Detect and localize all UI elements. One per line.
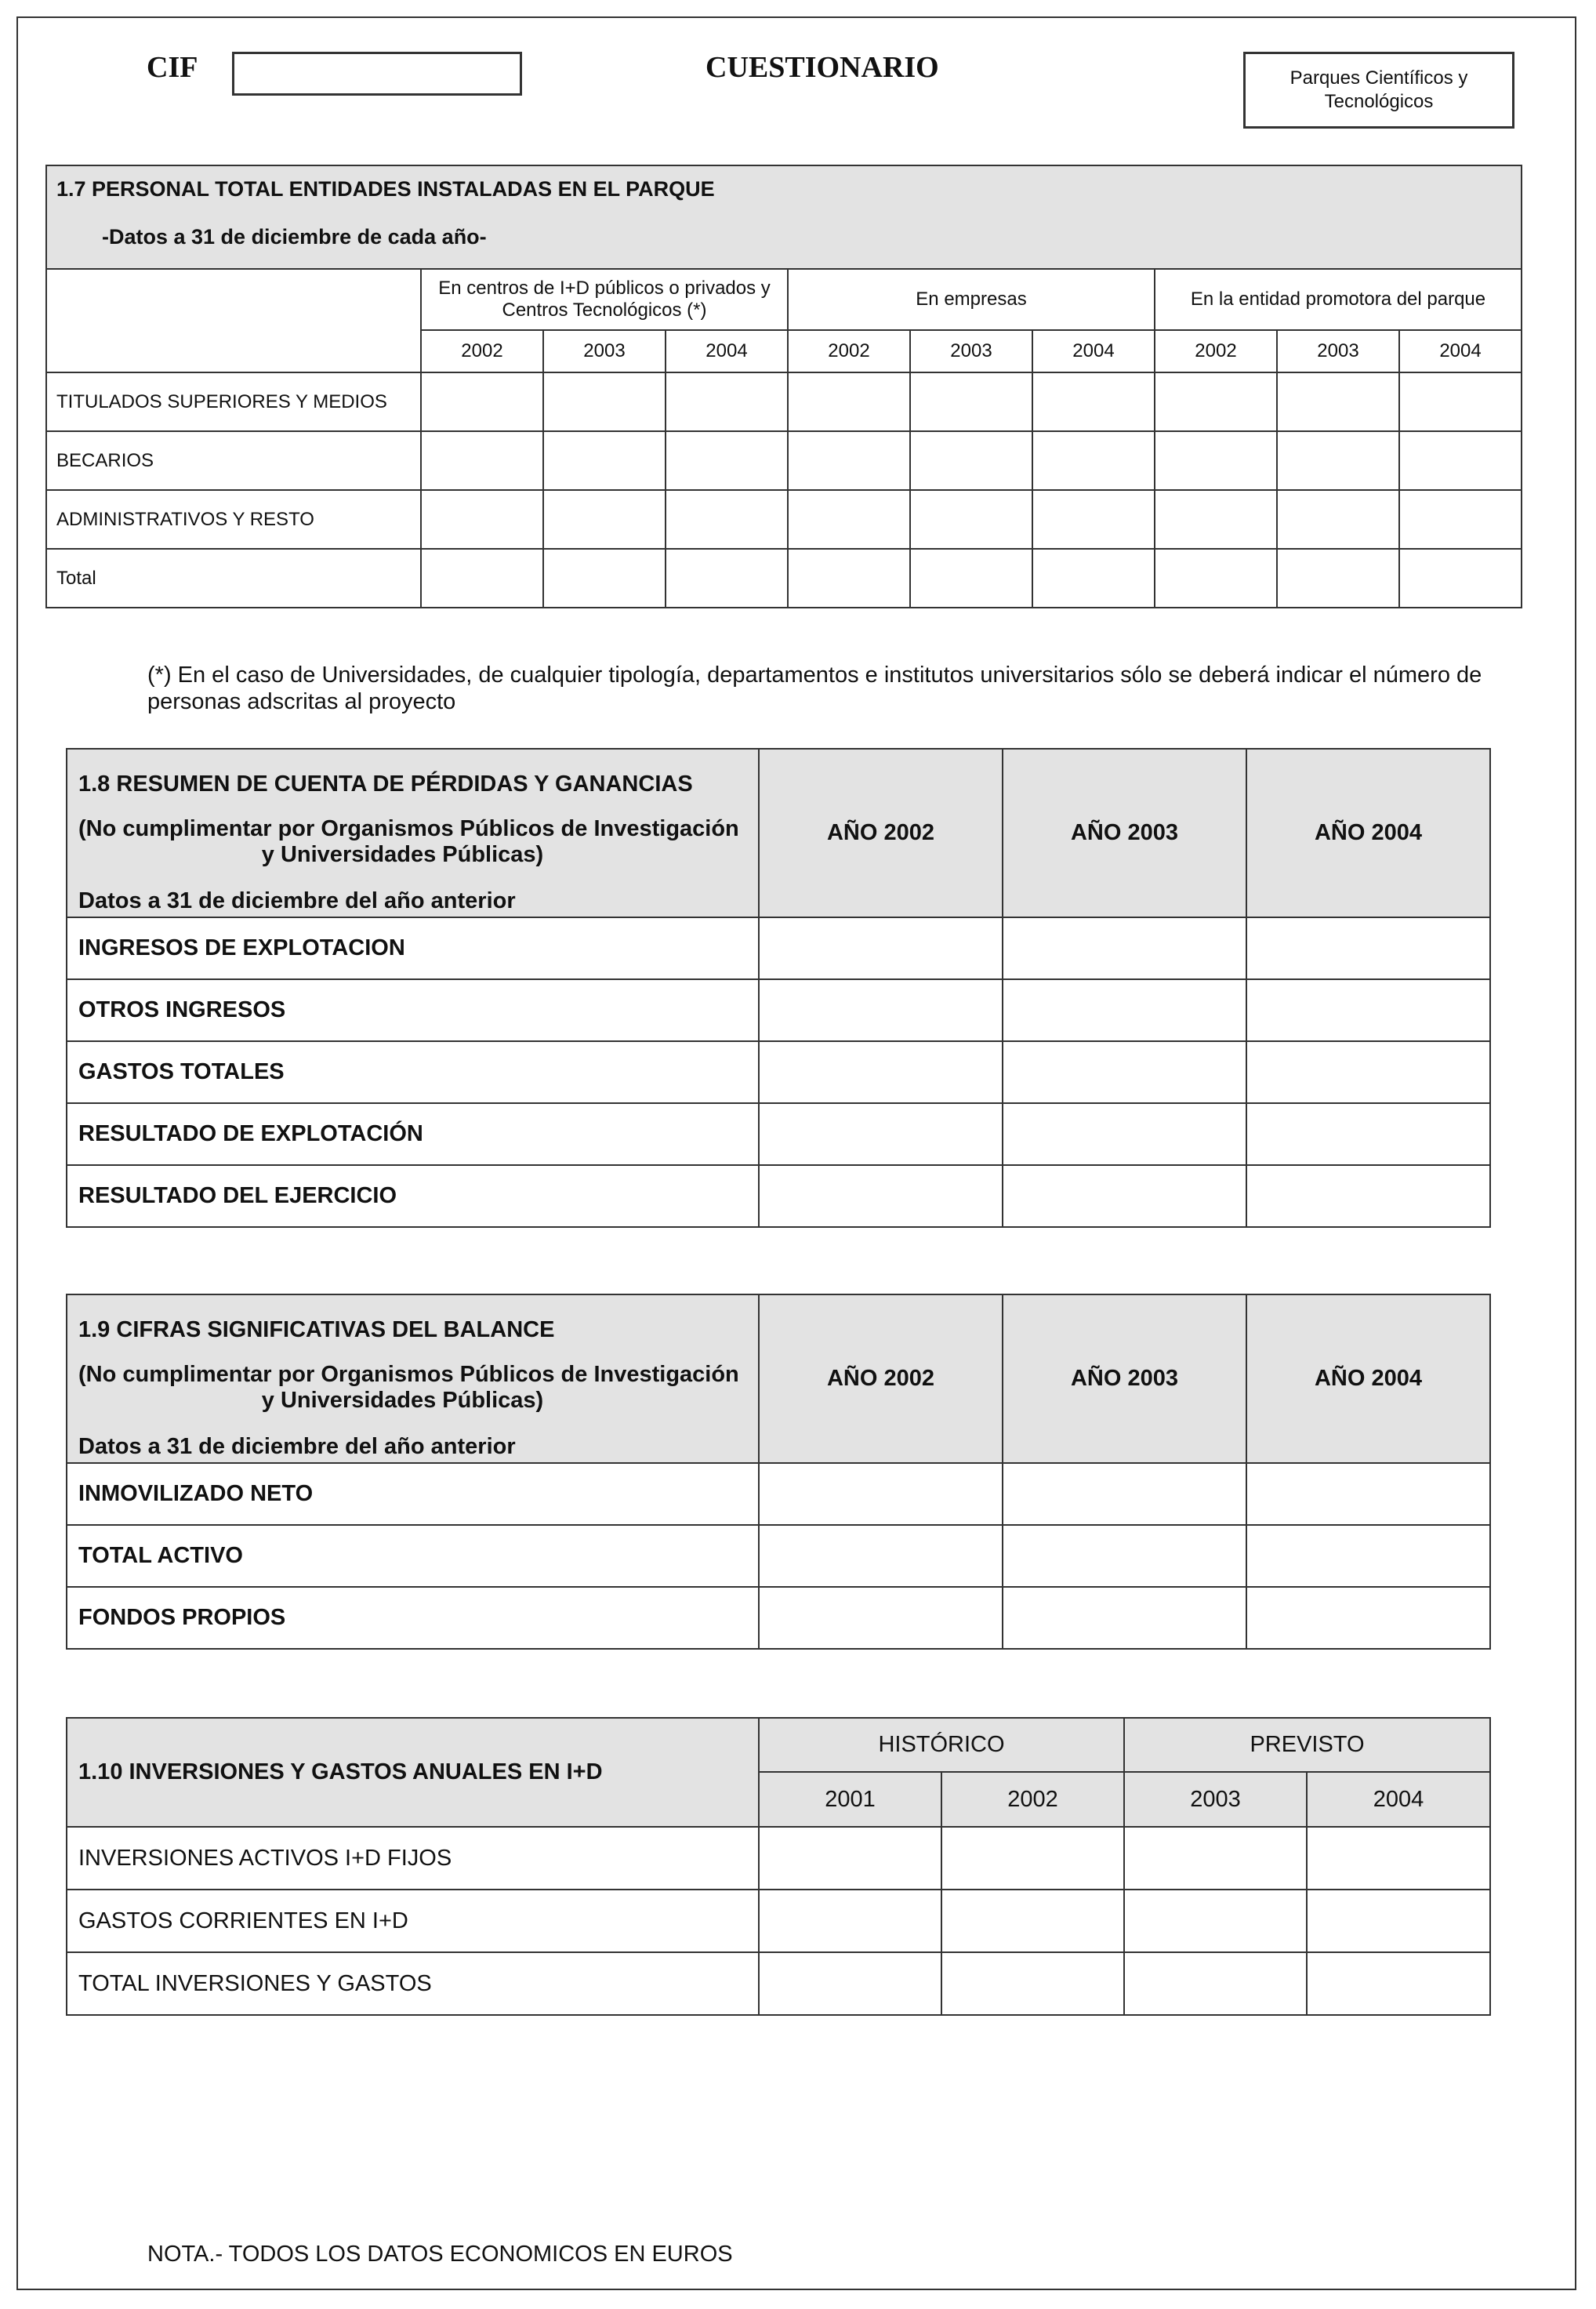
year-header: 2002	[1155, 330, 1277, 372]
table-row	[46, 431, 1522, 490]
section-18-title: 1.8 RESUMEN DE CUENTA DE PÉRDIDAS Y GANANCIAS	[78, 771, 693, 797]
section-18-note: (No cumplimentar por Organismos Públicos de Investigación	[78, 816, 739, 841]
input-cell[interactable]	[543, 549, 666, 608]
table-row	[67, 1827, 1490, 1890]
section-17-header	[46, 165, 1522, 269]
input-cell[interactable]	[1246, 1041, 1490, 1103]
group-header-centros: En centros de I+D públicos o privados y Centros Tecnológicos (*)	[421, 269, 788, 330]
category-box: Parques Científicos y Tecnológicos	[1243, 52, 1514, 129]
row-label: GASTOS TOTALES	[67, 1041, 759, 1103]
input-cell[interactable]	[1003, 1103, 1246, 1165]
input-cell[interactable]	[1003, 1041, 1246, 1103]
page-title: CUESTIONARIO	[706, 51, 939, 84]
year-header: 2003	[543, 330, 666, 372]
footnote: (*) En el caso de Universidades, de cualquier tipología, departamentos e institutos universitarios sólo se deberá indicar el número de personas adscritas al proyecto	[147, 663, 1482, 714]
input-cell[interactable]	[941, 1827, 1124, 1890]
year-header: 2004	[1399, 330, 1522, 372]
input-cell[interactable]	[1003, 1165, 1246, 1227]
input-cell[interactable]	[1246, 1165, 1490, 1227]
year-header: 2004	[1032, 330, 1155, 372]
input-cell[interactable]	[543, 490, 666, 549]
input-cell[interactable]	[1032, 490, 1155, 549]
table-row	[46, 372, 1522, 431]
year-header: 2001	[759, 1772, 941, 1827]
input-cell[interactable]	[666, 431, 788, 490]
input-cell[interactable]	[788, 431, 910, 490]
input-cell[interactable]	[1307, 1952, 1490, 2015]
row-label: TITULADOS SUPERIORES Y MEDIOS	[46, 372, 421, 431]
row-label: OTROS INGRESOS	[67, 979, 759, 1041]
section-18-date-note: Datos a 31 de diciembre del año anterior	[78, 888, 516, 913]
input-cell[interactable]	[666, 490, 788, 549]
section-17-title: 1.7 PERSONAL TOTAL ENTIDADES INSTALADAS EN EL PARQUE	[56, 177, 715, 201]
year-header: 2002	[421, 330, 543, 372]
input-cell[interactable]	[941, 1952, 1124, 2015]
year-header: 2003	[910, 330, 1032, 372]
input-cell[interactable]	[421, 490, 543, 549]
year-header: 2003	[1124, 1772, 1307, 1827]
input-cell[interactable]	[759, 1952, 941, 2015]
input-cell[interactable]	[1124, 1890, 1307, 1952]
row-label: INMOVILIZADO NETO	[67, 1463, 759, 1525]
input-cell[interactable]	[1277, 431, 1399, 490]
table-row	[67, 917, 1490, 979]
input-cell[interactable]	[788, 372, 910, 431]
input-cell[interactable]	[1246, 1587, 1490, 1649]
year-header: AÑO 2004	[1246, 749, 1490, 917]
input-cell[interactable]	[1124, 1827, 1307, 1890]
row-label: Total	[46, 549, 421, 608]
input-cell[interactable]	[1003, 917, 1246, 979]
row-label: RESULTADO DE EXPLOTACIÓN	[67, 1103, 759, 1165]
input-cell[interactable]	[910, 431, 1032, 490]
input-cell[interactable]	[1032, 372, 1155, 431]
input-cell[interactable]	[666, 549, 788, 608]
input-cell[interactable]	[543, 372, 666, 431]
input-cell[interactable]	[910, 490, 1032, 549]
group-header-historico: HISTÓRICO	[759, 1718, 1124, 1772]
table-row	[67, 1103, 1490, 1165]
input-cell[interactable]	[666, 372, 788, 431]
year-header: AÑO 2003	[1003, 749, 1246, 917]
input-cell[interactable]	[1003, 979, 1246, 1041]
table-row	[67, 1890, 1490, 1952]
year-header: AÑO 2004	[1246, 1294, 1490, 1463]
input-cell[interactable]	[759, 1463, 1003, 1525]
table-balance	[66, 1294, 1491, 1650]
input-cell[interactable]	[1246, 1525, 1490, 1587]
year-header: 2004	[666, 330, 788, 372]
year-header: AÑO 2003	[1003, 1294, 1246, 1463]
table-row	[67, 1165, 1490, 1227]
section-17-subtitle: -Datos a 31 de diciembre de cada año-	[102, 225, 487, 249]
input-cell[interactable]	[1277, 490, 1399, 549]
row-label: GASTOS CORRIENTES EN I+D	[67, 1890, 759, 1952]
row-label: BECARIOS	[46, 431, 421, 490]
table-row	[67, 1463, 1490, 1525]
table-row	[46, 490, 1522, 549]
row-label: FONDOS PROPIOS	[67, 1587, 759, 1649]
row-label: INVERSIONES ACTIVOS I+D FIJOS	[67, 1827, 759, 1890]
section-19-title: 1.9 CIFRAS SIGNIFICATIVAS DEL BALANCE	[78, 1317, 555, 1342]
input-cell[interactable]	[1246, 917, 1490, 979]
table-corner-cell	[46, 269, 421, 372]
input-cell[interactable]	[1124, 1952, 1307, 2015]
table-row	[67, 1041, 1490, 1103]
input-cell[interactable]	[1003, 1587, 1246, 1649]
table-row	[67, 1587, 1490, 1649]
input-cell[interactable]	[421, 549, 543, 608]
input-cell[interactable]	[759, 1041, 1003, 1103]
section-110-title: 1.10 INVERSIONES Y GASTOS ANUALES EN I+D	[67, 1718, 759, 1827]
input-cell[interactable]	[1032, 431, 1155, 490]
input-cell[interactable]	[1155, 490, 1277, 549]
section-18-note-2: y Universidades Públicas)	[261, 842, 544, 867]
table-row	[46, 549, 1522, 608]
year-header: 2002	[788, 330, 910, 372]
table-personal-total	[45, 165, 1522, 608]
row-label: RESULTADO DEL EJERCICIO	[67, 1165, 759, 1227]
input-cell[interactable]	[910, 549, 1032, 608]
input-cell[interactable]	[1277, 372, 1399, 431]
row-label: TOTAL ACTIVO	[67, 1525, 759, 1587]
group-header-entidad-promotora: En la entidad promotora del parque	[1155, 269, 1522, 330]
cif-label: CIF	[147, 51, 198, 84]
input-cell[interactable]	[421, 372, 543, 431]
input-cell[interactable]	[1399, 372, 1522, 431]
input-cell[interactable]	[759, 1525, 1003, 1587]
input-cell[interactable]	[759, 1890, 941, 1952]
table-row	[67, 979, 1490, 1041]
input-cell[interactable]	[788, 549, 910, 608]
input-cell[interactable]	[1307, 1890, 1490, 1952]
input-cell[interactable]	[1155, 549, 1277, 608]
year-header: AÑO 2002	[759, 749, 1003, 917]
table-row	[67, 1952, 1490, 2015]
year-header: 2002	[941, 1772, 1124, 1827]
row-label: INGRESOS DE EXPLOTACION	[67, 917, 759, 979]
input-cell[interactable]	[1003, 1525, 1246, 1587]
section-18-header	[67, 749, 759, 917]
input-cell[interactable]	[759, 1587, 1003, 1649]
input-cell[interactable]	[1003, 1463, 1246, 1525]
input-cell[interactable]	[759, 1165, 1003, 1227]
input-cell[interactable]	[1399, 490, 1522, 549]
input-cell[interactable]	[759, 917, 1003, 979]
input-cell[interactable]	[910, 372, 1032, 431]
input-cell[interactable]	[941, 1890, 1124, 1952]
year-header: 2003	[1277, 330, 1399, 372]
input-cell[interactable]	[759, 1103, 1003, 1165]
input-cell[interactable]	[1399, 431, 1522, 490]
cif-input[interactable]	[232, 52, 522, 96]
input-cell[interactable]	[1307, 1827, 1490, 1890]
table-perdidas-ganancias	[66, 748, 1491, 1228]
section-19-note: (No cumplimentar por Organismos Públicos de Investigación	[78, 1362, 739, 1387]
table-inversiones-gastos	[66, 1717, 1491, 2016]
input-cell[interactable]	[1277, 549, 1399, 608]
section-19-note-2: y Universidades Públicas)	[261, 1388, 544, 1413]
input-cell[interactable]	[1032, 549, 1155, 608]
input-cell[interactable]	[1246, 1103, 1490, 1165]
year-header: 2004	[1307, 1772, 1490, 1827]
input-cell[interactable]	[759, 979, 1003, 1041]
input-cell[interactable]	[1246, 979, 1490, 1041]
group-header-previsto: PREVISTO	[1124, 1718, 1490, 1772]
year-header: AÑO 2002	[759, 1294, 1003, 1463]
footer-note: NOTA.- TODOS LOS DATOS ECONOMICOS EN EUROS	[147, 2242, 733, 2267]
input-cell[interactable]	[759, 1827, 941, 1890]
table-row	[67, 1525, 1490, 1587]
input-cell[interactable]	[788, 490, 910, 549]
section-19-date-note: Datos a 31 de diciembre del año anterior	[78, 1434, 516, 1459]
input-cell[interactable]	[1246, 1463, 1490, 1525]
row-label: ADMINISTRATIVOS Y RESTO	[46, 490, 421, 549]
section-19-header	[67, 1294, 759, 1463]
input-cell[interactable]	[1155, 372, 1277, 431]
input-cell[interactable]	[543, 431, 666, 490]
row-label: TOTAL INVERSIONES Y GASTOS	[67, 1952, 759, 2015]
input-cell[interactable]	[1155, 431, 1277, 490]
group-header-empresas: En empresas	[788, 269, 1155, 330]
input-cell[interactable]	[1399, 549, 1522, 608]
input-cell[interactable]	[421, 431, 543, 490]
